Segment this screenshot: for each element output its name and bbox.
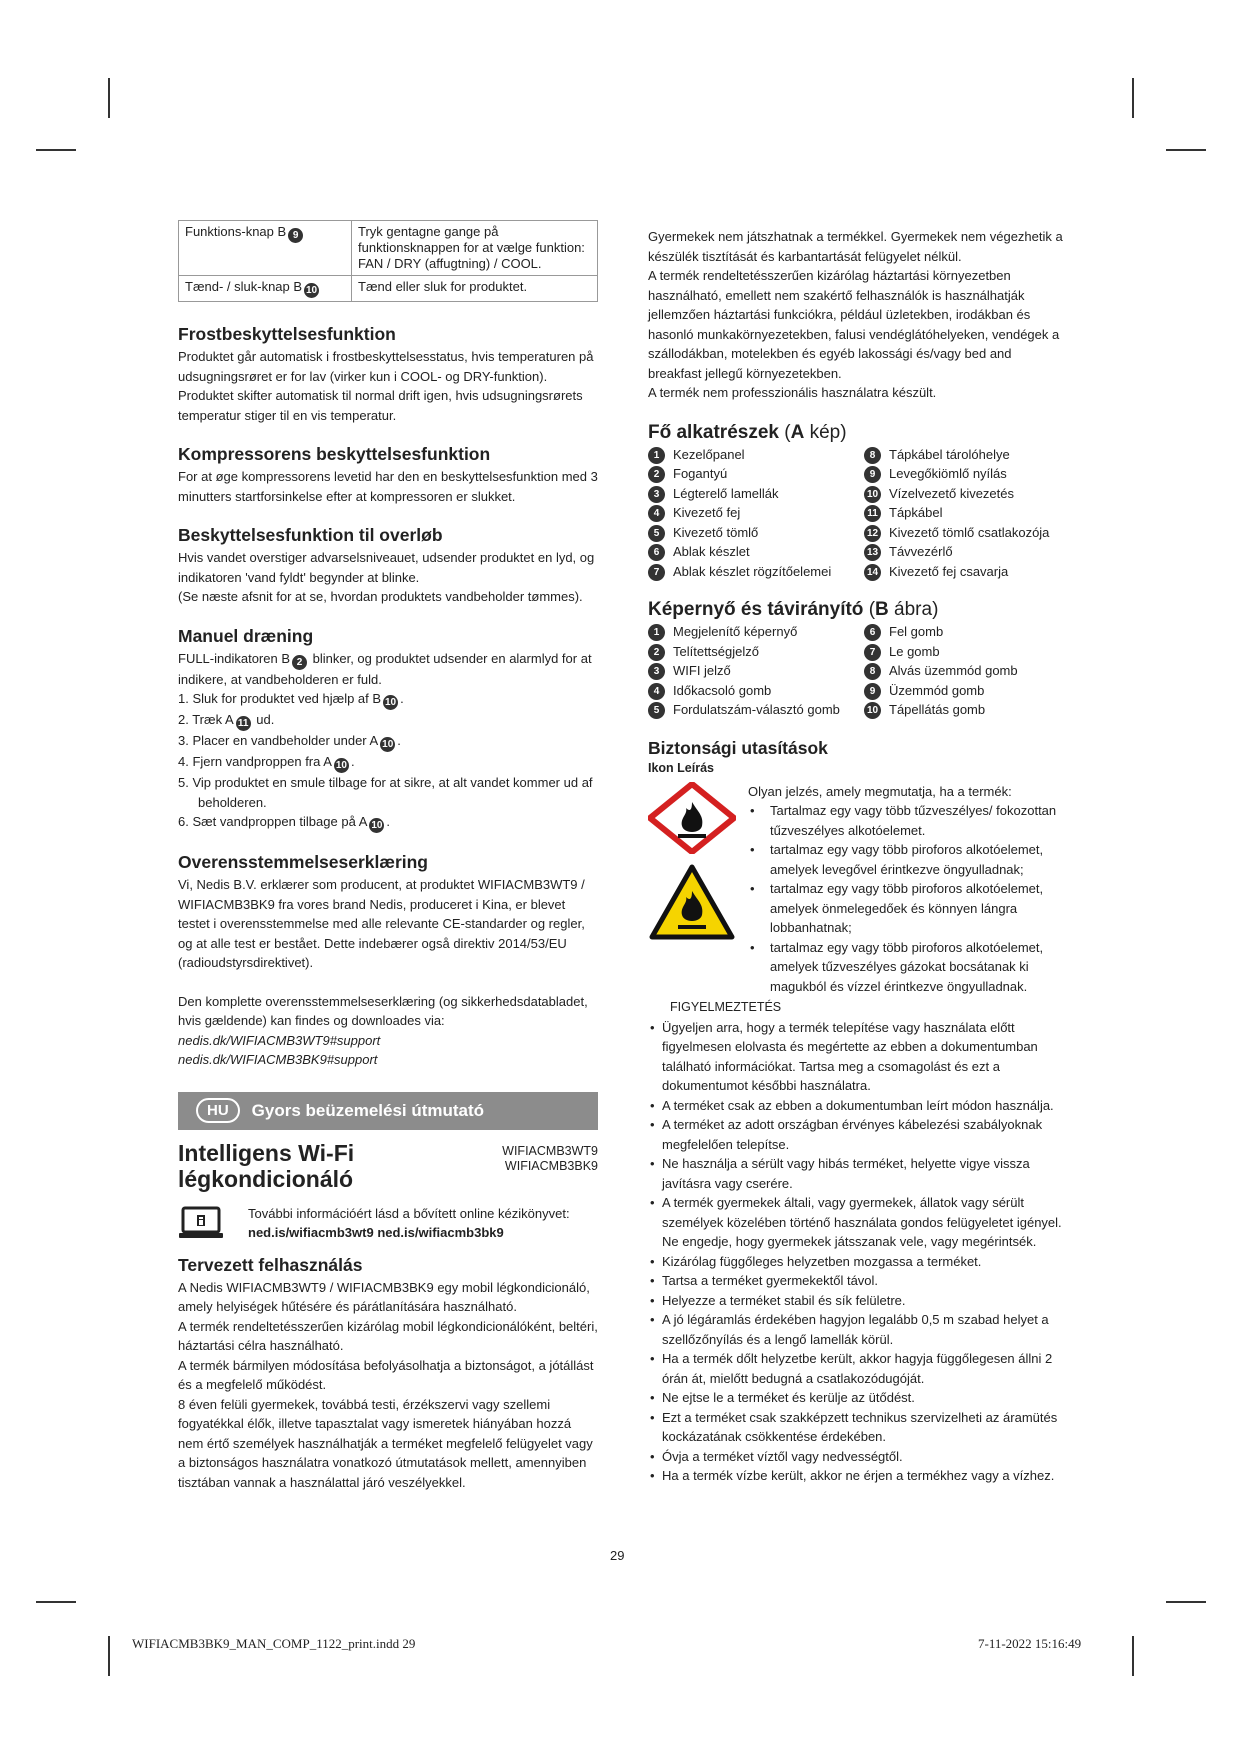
overflow-section <box>178 525 598 607</box>
list-item <box>178 752 598 773</box>
table-row <box>179 276 598 302</box>
item-label: Fel gomb <box>889 624 944 639</box>
number-badge: 4 <box>648 683 665 700</box>
page-number: 29 <box>610 1548 625 1563</box>
ref-rest: kép) <box>804 421 847 443</box>
paragraph: Vi, Nedis B.V. erklærer som producent, at produktet WIFIACMB3WT9 / WIFIACMB3BK9 fra vores brand Nedis, produceret i Kina, er blevet testet i overensstemmelse med alle relevante CE-standarder og regler, og at alle test er bestået. Dette indebærer også direktiv 2014/53/EU (radioudstyrsdirektivet). <box>178 877 585 970</box>
item-label: Ablak készlet <box>673 544 750 559</box>
model-number: WIFIACMB3BK9 <box>504 1158 598 1173</box>
list-item <box>648 523 864 543</box>
display-list-left <box>648 622 864 720</box>
step-text: ud. <box>252 712 275 727</box>
display-list-right <box>864 622 1068 720</box>
list-item: • A terméket az adott országban érvényes kábelezési szabályoknak megfelelően telepítse. <box>648 1115 1068 1154</box>
title-text: Fő alkatrészek <box>648 421 779 443</box>
paragraph: Gyermekek nem játszhatnak a termékkel. Gyermekek nem végezhetik a készülék tisztítását és karbantartását felügyelet nélkül. <box>648 229 1063 264</box>
number-badge: 5 <box>648 702 665 719</box>
step-text: . <box>350 754 355 769</box>
list-item <box>864 542 1068 562</box>
number-badge: 7 <box>864 644 881 661</box>
date-slug: 7-11-2022 15:16:49 <box>978 1636 1082 1651</box>
list-item <box>864 523 1068 543</box>
list-item: • Helyezze a terméket stabil és sík felületre. <box>648 1291 1068 1311</box>
item-label: Kivezető fej <box>673 505 741 520</box>
list-item <box>864 503 1068 523</box>
item-label: Ablak készlet rögzítőelemei <box>673 563 832 579</box>
list-item: • Tartalmaz egy vagy több tűzveszélyes/ fokozottan tűzveszélyes alkotóelemet. <box>748 801 1068 840</box>
support-link[interactable]: nedis.dk/WIFIACMB3BK9#support <box>178 1052 378 1067</box>
number-badge: 2 <box>648 644 665 661</box>
item-label: Telítettségjelző <box>673 643 759 659</box>
title-text: Képernyő és távirányító <box>648 599 864 620</box>
number-badge: 5 <box>648 525 665 542</box>
paragraph: For at øge kompressorens levetid har den en beskyttelsesfunktion med 3 minutters startforsinkelse efter at kompressoren er slukket. <box>178 469 598 504</box>
table-key: Tænd- / sluk-knap B <box>185 279 303 294</box>
section-title: Tervezett felhasználás <box>178 1254 363 1275</box>
list-item: • Ne használja a sérült vagy hibás terméket, helyette vigye vissza javításra vagy cserére. <box>648 1154 1068 1193</box>
parts-list <box>648 445 1068 582</box>
list-item: • tartalmaz egy vagy több piroforos alkotóelemet, amelyek önmelegedőek és könnyen lángra lobbanhatnak; <box>748 879 1068 938</box>
item-label: Alvás üzemmód gomb <box>889 663 1018 678</box>
safety-section <box>648 738 1068 1486</box>
display-remote-section <box>648 599 1068 720</box>
table-value: Tænd eller sluk for produktet. <box>352 276 598 302</box>
list-item: • Tartsa a terméket gyermekektől távol. <box>648 1271 1068 1291</box>
item-label: Kivezető tömlő csatlakozója <box>889 524 1050 540</box>
list-item <box>864 562 1068 582</box>
list-item <box>178 812 598 833</box>
parts-list-right <box>864 445 1068 582</box>
item-label: Kezelőpanel <box>673 446 745 462</box>
model-number: WIFIACMB3WT9 <box>502 1143 598 1158</box>
warning-label: FIGYELMEZTETÉS <box>670 1000 782 1014</box>
list-item <box>864 642 1068 662</box>
item-label: Fordulatszám-választó gomb <box>673 702 840 717</box>
item-label: Távvezérlő <box>889 544 953 559</box>
banner-title: Gyors beüzemelési útmutató <box>251 1100 485 1120</box>
manual-links[interactable]: ned.is/wifiacmb3wt9 ned.is/wifiacmb3bk9 <box>248 1225 504 1240</box>
list-item <box>648 484 864 504</box>
step-list <box>178 689 598 833</box>
paragraph: Produktet skifter automatisk til normal drift igen, hvis udsugningsrørets temperatur stiger til en vis temperatur. <box>178 388 583 423</box>
section-title: Kompressorens beskyttelsesfunktion <box>178 444 491 464</box>
step-text: . <box>400 691 404 706</box>
list-item <box>648 642 864 662</box>
paragraph: A termék bármilyen módosítása befolyásolhatja a biztonságot, a jótállást és a megfelelő működést. <box>178 1357 594 1392</box>
list-item: • Ha a termék dőlt helyzetbe került, akkor hagyja függőlegesen állni 2 órán át, mielőtt bedugná a csatlakozódugóját. <box>648 1349 1068 1388</box>
text: blinker, og produktet udsender en alarmlyd for at indikere, at vandbeholderen er fuld. <box>178 650 592 687</box>
language-badge: HU <box>196 1098 240 1124</box>
crop-mark <box>36 149 76 151</box>
list-item: • Ha a termék vízbe került, akkor ne érjen a termékhez vagy a vízhez. <box>648 1466 1068 1486</box>
section-title <box>648 422 1068 443</box>
list-item: • Ezt a terméket csak szakképzett technikus szervizelheti az áramütés kockázatának csökkentése érdekében. <box>648 1408 1068 1447</box>
conformity-section <box>178 852 598 1070</box>
paragraph: A Nedis WIFIACMB3WT9 / WIFIACMB3BK9 egy mobil légkondicionáló, amely helyiségek hűtésére és párátlanítására használható. <box>178 1279 590 1314</box>
section-title: Biztonsági utasítások <box>648 737 828 758</box>
step-text: 2. Træk A <box>178 712 234 727</box>
step-text: . <box>386 814 390 829</box>
table-row <box>179 221 598 276</box>
laptop-icon <box>178 1206 224 1240</box>
list-item <box>178 689 598 710</box>
list-item: • A jó légáramlás érdekében hagyjon legalább 0,5 m szabad helyet a szellőzőnyílás és a lengő lamellák körül. <box>648 1310 1068 1349</box>
parts-list-left <box>648 445 864 582</box>
flammable-triangle-icon <box>648 863 736 941</box>
frost-section <box>178 324 598 425</box>
list-item: • Ügyeljen arra, hogy a termék telepítése vagy használata előtt figyelmesen elolvasta és megértette az ebben a dokumentumban található információkat. Tartsa meg a csomagolást és ezt a dokumentumot későbbi használatra. <box>648 1018 1068 1096</box>
product-title-line: légkondicionáló <box>178 1165 354 1192</box>
crop-mark <box>1132 1636 1134 1676</box>
language-banner <box>178 1092 598 1130</box>
section-title: Beskyttelsesfunktion til overløb <box>178 525 443 545</box>
number-badge: 13 <box>864 544 881 561</box>
left-column <box>178 220 598 1492</box>
item-label: Levegőkiömlő nyílás <box>889 466 1007 481</box>
number-badge: 3 <box>648 663 665 680</box>
product-title <box>178 1140 354 1192</box>
step-text: . <box>397 733 401 748</box>
list-item: • tartalmaz egy vagy több piroforos alkotóelemet, amelyek tűzveszélyes gázokat bocsátanak ki magukból és vízzel érintkezve öngyulladnak. <box>748 938 1068 997</box>
crop-mark <box>108 78 110 118</box>
paragraph: A termék rendeltetésszerűen kizárólag háztartási környezetben használható, emellett nem szakértő felhasználók is használhatják jellemzően háztartási funkciókra, például üzletekben, irodákban és hasonló munkakörnyezetekben, falusi vendéglátóhelyeken, vendégek a szállodákban, motelekben és egyéb lakossági és/vagy bed and breakfast jellegű környezetekben. <box>648 268 1060 381</box>
list-item: • A terméket csak az ebben a dokumentumban leírt módon használja. <box>648 1096 1068 1116</box>
paragraph: Produktet går automatisk i frostbeskyttelsesstatus, hvis temperaturen på udsugningsrøret er for lav (virker kun i COOL- og DRY-funktion). <box>178 349 594 384</box>
item-label: Kivezető tömlő <box>673 524 759 540</box>
main-parts-section <box>648 422 1068 582</box>
table-key: Funktions-knap B <box>185 224 287 239</box>
list-item <box>648 464 864 484</box>
list-item: • A termék gyermekek általi, vagy gyermekek, állatok vagy sérült személyek közelében történő használata gondos felügyeletet igényel. Ne engedje, hogy gyermekek játsszanak vele, vagy megérintsék. <box>648 1193 1068 1252</box>
number-badge: 10 <box>864 486 881 503</box>
number-badge: 10 <box>371 820 383 831</box>
paragraph <box>178 649 598 690</box>
list-item <box>864 484 1068 504</box>
safety-list <box>648 1018 1068 1486</box>
step-text: 5. Vip produktet en smule tilbage for at sikre, at alt vandet kommer ud af beholderen. <box>178 775 593 810</box>
number-badge: 9 <box>864 466 881 483</box>
item-label: Kivezető fej csavarja <box>889 563 1009 579</box>
crop-mark <box>1166 149 1206 151</box>
section-title: Overensstemmelseserklæring <box>178 852 428 872</box>
list-item: • tartalmaz egy vagy több piroforos alkotóelemet, amelyek levegővel érintkezve öngyulladnak; <box>748 840 1068 879</box>
paragraph: (Se næste afsnit for at se, hvordan produktets vandbeholder tømmes). <box>178 589 583 604</box>
number-badge: 6 <box>648 544 665 561</box>
number-badge: 4 <box>648 505 665 522</box>
number-badge: 14 <box>864 564 881 581</box>
info-line: További információért lásd a bővített online kézikönyvet: <box>248 1205 570 1221</box>
list-item <box>864 700 1068 720</box>
model-numbers <box>502 1140 598 1192</box>
right-column <box>648 227 1068 1486</box>
ref-letter: B <box>875 599 889 620</box>
list-item <box>864 622 1068 642</box>
item-label: Tápellátás gomb <box>889 702 986 717</box>
crop-mark <box>108 1636 110 1676</box>
item-label: WIFI jelző <box>673 663 731 678</box>
text: FULL-indikatoren B <box>178 650 290 666</box>
number-badge: 11 <box>864 505 881 522</box>
table-header: Ikon Leírás <box>648 760 714 775</box>
title-ref: (B ábra) <box>868 599 939 620</box>
paragraph: Hvis vandet overstiger advarselsniveauet, udsender produktet en lyd, og indikatoren 'vand fyldt' begynder at blinke. <box>178 550 595 585</box>
number-badge: 7 <box>648 564 665 581</box>
number-badge: 2 <box>292 655 307 670</box>
hazard-intro: Olyan jelzés, amely megmutatja, ha a termék: <box>748 783 1012 799</box>
number-badge: 10 <box>864 702 881 719</box>
list-item <box>648 542 864 562</box>
number-badge: 10 <box>382 739 394 750</box>
number-badge: 10 <box>335 760 347 771</box>
item-label: Megjelenítő képernyő <box>673 624 798 639</box>
support-link[interactable]: nedis.dk/WIFIACMB3WT9#support <box>178 1032 381 1048</box>
item-label: Légterelő lamellák <box>673 485 779 501</box>
flammable-diamond-icon <box>648 782 736 854</box>
product-title-line: Intelligens Wi-Fi <box>178 1139 355 1166</box>
info-text <box>248 1204 570 1243</box>
paragraph: A termék nem professzionális használatra készült. <box>648 385 937 400</box>
number-badge: 8 <box>864 663 881 680</box>
list-item <box>648 445 864 465</box>
list-item <box>648 681 864 701</box>
list-item <box>178 731 598 752</box>
list-item <box>864 464 1068 484</box>
list-item <box>864 445 1068 465</box>
item-label: Tápkábel <box>889 505 943 520</box>
item-label: Időkacsoló gomb <box>673 682 772 698</box>
number-badge: 9 <box>288 228 303 243</box>
step-text: 4. Fjern vandproppen fra A <box>178 754 332 769</box>
list-item: • Óvja a terméket víztől vagy nedvességtől. <box>648 1447 1068 1467</box>
item-label: Üzemmód gomb <box>889 682 985 698</box>
compressor-section <box>178 444 598 506</box>
list-item <box>648 661 864 681</box>
number-badge: 11 <box>236 716 251 731</box>
number-badge: 1 <box>648 447 665 464</box>
list-item <box>648 562 864 582</box>
number-badge: 6 <box>864 624 881 641</box>
list-item <box>648 700 864 720</box>
item-label: Vízelvezető kivezetés <box>889 485 1015 501</box>
list-item <box>178 773 598 812</box>
display-list <box>648 622 1068 720</box>
ref-rest: ábra) <box>888 599 939 620</box>
paragraph: Den komplette overensstemmelseserklæring (og sikkerhedsdatabladet, hvis gældende) kan findes og downloades via: <box>178 993 588 1028</box>
number-badge: 1 <box>648 624 665 641</box>
manual-drain-section <box>178 626 598 834</box>
title-ref: (A kép) <box>784 421 847 443</box>
ref-letter: A <box>790 421 805 443</box>
list-item <box>648 622 864 642</box>
number-badge: 12 <box>864 525 881 542</box>
table-value: Tryk gentagne gange på funktionsknappen for at vælge funktion: FAN / DRY (affugtning) / COOL. <box>352 221 598 276</box>
crop-mark <box>1132 78 1134 118</box>
hazard-icons <box>648 782 748 997</box>
list-item <box>648 503 864 523</box>
section-title <box>648 599 1068 620</box>
paragraph: 8 éven felüli gyermekek, továbbá testi, érzékszervi vagy szellemi fogyatékkal élők, illetve tapasztalat vagy ismeretek hiányában hozzá nem értő személyek használhatják a terméket megfelelő felügyelet vagy a biztonságos használatra vonatkozó útmutatások mellett, amennyiben tisztában vannak a használattal járó veszélyekkel. <box>178 1396 593 1490</box>
intended-use-section <box>178 1255 598 1493</box>
file-slug: WIFIACMB3BK9_MAN_COMP_1122_print.indd 29 <box>132 1636 416 1651</box>
number-badge: 2 <box>648 466 665 483</box>
step-text: 6. Sæt vandproppen tilbage på A <box>178 814 368 829</box>
list-item <box>864 681 1068 701</box>
number-badge: 10 <box>385 697 397 708</box>
list-item <box>864 661 1068 681</box>
step-text: 3. Placer en vandbeholder under A <box>178 733 379 748</box>
list-item: • Kizárólag függőleges helyzetben mozgassa a terméket. <box>648 1252 1068 1272</box>
section-title: Frostbeskyttelsesfunktion <box>178 324 396 344</box>
hazard-description <box>748 782 1068 997</box>
item-label: Fogantyú <box>673 466 728 481</box>
section-title: Manuel dræning <box>178 625 314 646</box>
paragraph: A termék rendeltetésszerűen kizárólag mobil légkondicionálóként, beltéri, háztartási célra használható. <box>178 1318 598 1353</box>
number-badge: 9 <box>864 683 881 700</box>
item-label: Tápkábel tárolóhelye <box>889 446 1010 462</box>
button-table <box>178 220 598 302</box>
product-header <box>178 1140 598 1192</box>
item-label: Le gomb <box>889 643 940 659</box>
number-badge: 10 <box>305 285 318 296</box>
list-item <box>178 710 598 731</box>
step-text: 1. Sluk for produktet ved hjælp af B <box>178 691 382 706</box>
list-item: • Ne ejtse le a terméket és kerülje az ütődést. <box>648 1388 1068 1408</box>
hazard-box <box>648 782 1068 997</box>
crop-mark <box>36 1601 76 1603</box>
number-badge: 8 <box>864 447 881 464</box>
crop-mark <box>1166 1601 1206 1603</box>
online-manual-info <box>178 1204 598 1243</box>
number-badge: 3 <box>648 486 665 503</box>
